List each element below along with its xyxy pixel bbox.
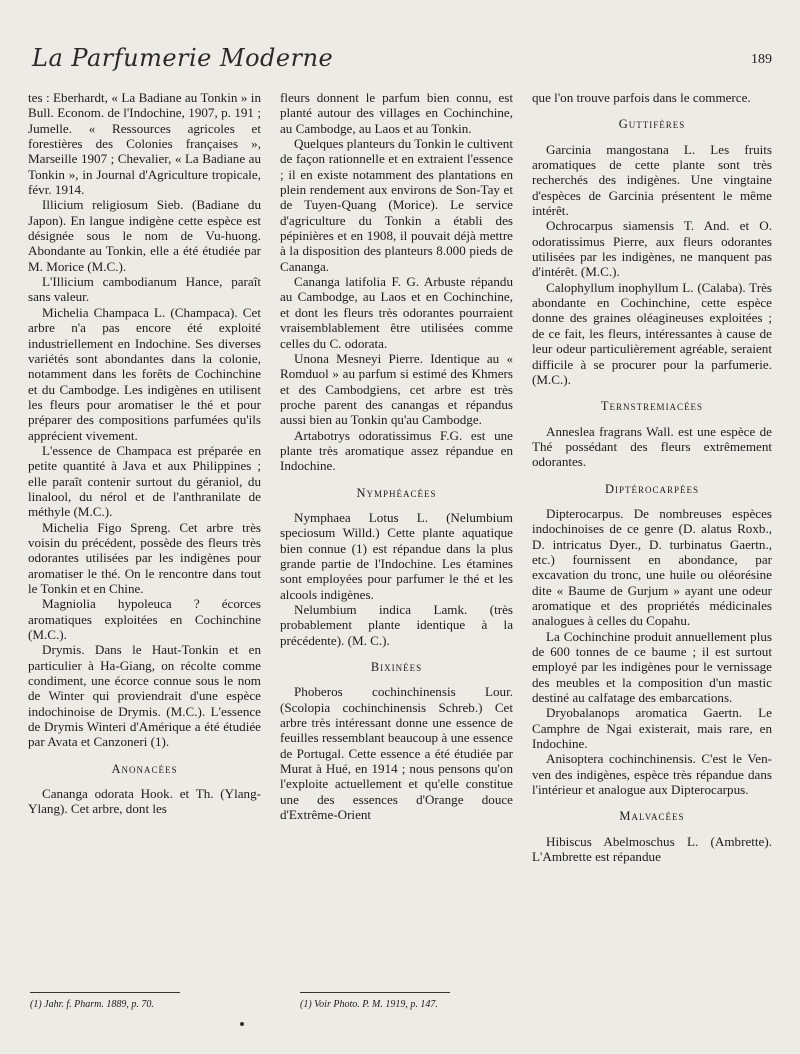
paragraph: Magniolia hypoleuca ? écorces aromatiques exploitées en Cochinchine (M.C.). [28, 596, 261, 643]
paragraph: Garcinia mangostana L. Les fruits aromatiques de cette plante sont très recherchés des indigènes. Une vingtaine d'espèces de Garcinia présentent le même intérêt. [532, 141, 772, 219]
footnote-1: (1) Jahr. f. Pharm. 1889, p. 70. [30, 992, 180, 1010]
paragraph: Cananga odorata Hook. et Th. (Ylang-Ylang). Cet arbre, dont les [28, 786, 261, 817]
page-header [32, 40, 772, 80]
section-heading: Malvacées [619, 809, 685, 824]
paragraph: fleurs donnent le parfum bien connu, est planté autour des villages en Cochinchine, au Cambodge, au Laos et au Tonkin. [280, 90, 513, 136]
footnote-2: (1) Voir Photo. P. M. 1919, p. 147. [300, 992, 450, 1010]
section-heading: Ternstremiacées [600, 399, 704, 414]
journal-title: La Parfumerie Moderne [32, 44, 334, 72]
section-heading: Nymphéacées [356, 485, 437, 500]
text-column-3 [532, 90, 772, 864]
section-heading: Guttifères [618, 117, 686, 132]
paragraph: Drymis. Dans le Haut-Tonkin et en particulier à Ha-Giang, on récolte comme condiment, une écorce connue sous le nom de Winter qui proviendrait d'une espèce indochinoise de Drymis. (M.C.). L'essence de Drymis Winteri d'Amérique a été étudiée par Avata et Canzoneri (1). [28, 642, 261, 750]
paragraph: que l'on trouve parfois dans le commerce. [532, 90, 751, 105]
paragraph: L'Illicium cambodianum Hance, paraît sans valeur. [28, 274, 261, 305]
section-heading: Anonacées [111, 761, 178, 776]
page-number: 189 [751, 52, 772, 67]
paragraph: Dipterocarpus. De nombreuses espèces indochinoises de ce genre (D. alatus Roxb., D. intricatus Dyer., D. turbinatus Gaertn., etc.) fournissent en abondance, par excavation du tronc, une huile ou oléorésine dite « Baume de Gurjum » ayant une odeur aromatique et des propriétés médicinales analogues à celles du Copahu. [532, 505, 772, 629]
paragraph: Illicium religiosum Sieb. (Badiane du Japon). En langue indigène cette espèce est désignée sous le nom de Vu-huong. Abondante au Tonkin, elle a été étudiée par M. Morice (M.C.). [28, 197, 261, 274]
paragraph: Michelia Figo Spreng. Cet arbre très voisin du précédent, possède des fleurs très odorantes utilisées par les indigènes pour aromatiser le thé. On le rencontre dans tout le Tonkin et en Chine. [28, 519, 261, 596]
paragraph: Nelumbium indica Lamk. (très probablement plante identique à la précédente). (M. C.). [280, 602, 513, 648]
paragraph: Anisoptera cochinchinensis. C'est le Ven-ven des indigènes, espèce très répandue dans l'intérieur et analogue aux Dipterocarpus. [532, 751, 772, 798]
paragraph: Calophyllum inophyllum L. (Calaba). Très abondante en Cochinchine, cette espèce donne des graines oléagineuses exploitées ; de ce fait, les fleurs, intéressantes à cause de leur odeur particulièrement agréable, seraient difficile à se procurer pour la parfumerie. (M.C.). [532, 279, 772, 387]
paragraph: L'essence de Champaca est préparée en petite quantité à Java et aux Philippines ; elle paraît contenir surtout du géraniol, du linalool, du nérol et de l'anthranilate de méthyle (M.C.). [28, 442, 261, 520]
paragraph: Hibiscus Abelmoschus L. (Ambrette). L'Ambrette est répandue [532, 833, 772, 865]
paragraph: La Cochinchine produit annuellement plus de 600 tonnes de ce baume ; il est surtout employé par les indigènes pour le vernissage des meubles et la composition d'un mastic destiné au calfatage des embarcations. [532, 628, 772, 706]
paragraph: Anneslea fragrans Wall. est une espèce de Thé possédant des fleurs extrêmement odorantes. [532, 423, 772, 470]
paragraph: Phoberos cochinchinensis Lour. (Scolopia cochinchinensis Schreb.) Cet arbre très intéressant donne une essence de feuilles ressemblant beaucoup à une essence de Portugal. Cette essence a été étudiée par Murat à Hué, en 1914 ; nous pensons qu'on l'exploite actuellement et qu'elle constitue une des essences d'Orange douce d'Extrême-Orient [280, 684, 513, 823]
paragraph: Nymphaea Lotus L. (Nelumbium speciosum Willd.) Cette plante aquatique bien connue (1) est répandue dans la plus grande partie de l'Indochine. Les étamines sont employées pour parfumer le thé et les alcools indigènes. [280, 509, 513, 602]
paragraph: Ochrocarpus siamensis T. And. et O. odoratissimus Pierre, aux fleurs odorantes utilisées par les indigènes, ne manquent pas d'intérêt. (M.C.). [532, 218, 772, 280]
paragraph: Dryobalanops aromatica Gaertn. Le Camphre de Ngai existerait, mais rare, en Indochine. [532, 705, 772, 752]
section-heading: Bixinées [370, 660, 423, 675]
paragraph: Artabotrys odoratissimus F.G. est une plante très aromatique assez répandue en Indochine. [280, 427, 513, 474]
decorative-dot [240, 1022, 244, 1026]
paragraph: Unona Mesneyi Pierre. Identique au « Romduol » au parfum si estimé des Khmers et des Cambodgiens, cet arbre est très proche parent des canangas et répandus aussi bien au Tonkin qu'au Cambodge. [280, 350, 513, 428]
text-column-2 [280, 90, 513, 822]
paragraph: tes : Eberhardt, « La Badiane au Tonkin » in Bull. Econom. de l'Indochine, 1907, p. 191 ; Jumelle. « Ressources agricoles et forestières des Colonies françaises », Marseille 1907 ; Chevalier, « La Badiane au Tonkin », in Journal d'Agriculture tropicale, févr. 1914. [28, 90, 261, 198]
text-column-1 [28, 90, 261, 817]
paragraph: Cananga latifolia F. G. Arbuste répandu au Cambodge, au Laos et en Cochinchine, et dont les fleurs très odorantes pourraient vraisemblablement être utilisées comme celles du C. odorata. [280, 274, 513, 351]
paragraph: Michelia Champaca L. (Champaca). Cet arbre n'a pas encore été exploité industriellement en Indochine. Ses diverses variétés sont abondantes dans la colonie, notamment dans les forêts de Cochinchine et du Cambodge. Les indigènes en utilisent les fleurs pour aromatiser le thé et pour préparer des compositions parfumées qu'ils apprécient vivement. [28, 304, 261, 443]
section-heading: Diptérocarpées [604, 481, 700, 496]
paragraph: Quelques planteurs du Tonkin le cultivent de façon rationnelle et en extraient l'essence ; il en existe notamment des plantations en plein rendement aux environs de Son-Tay et de Tuyen-Quang (Morice). Le service d'agriculture du Tonkin a établi des pépinières et en 1908, il pouvait déjà mettre à la disposition des planteurs 8.000 pieds de Cananga. [280, 136, 513, 274]
